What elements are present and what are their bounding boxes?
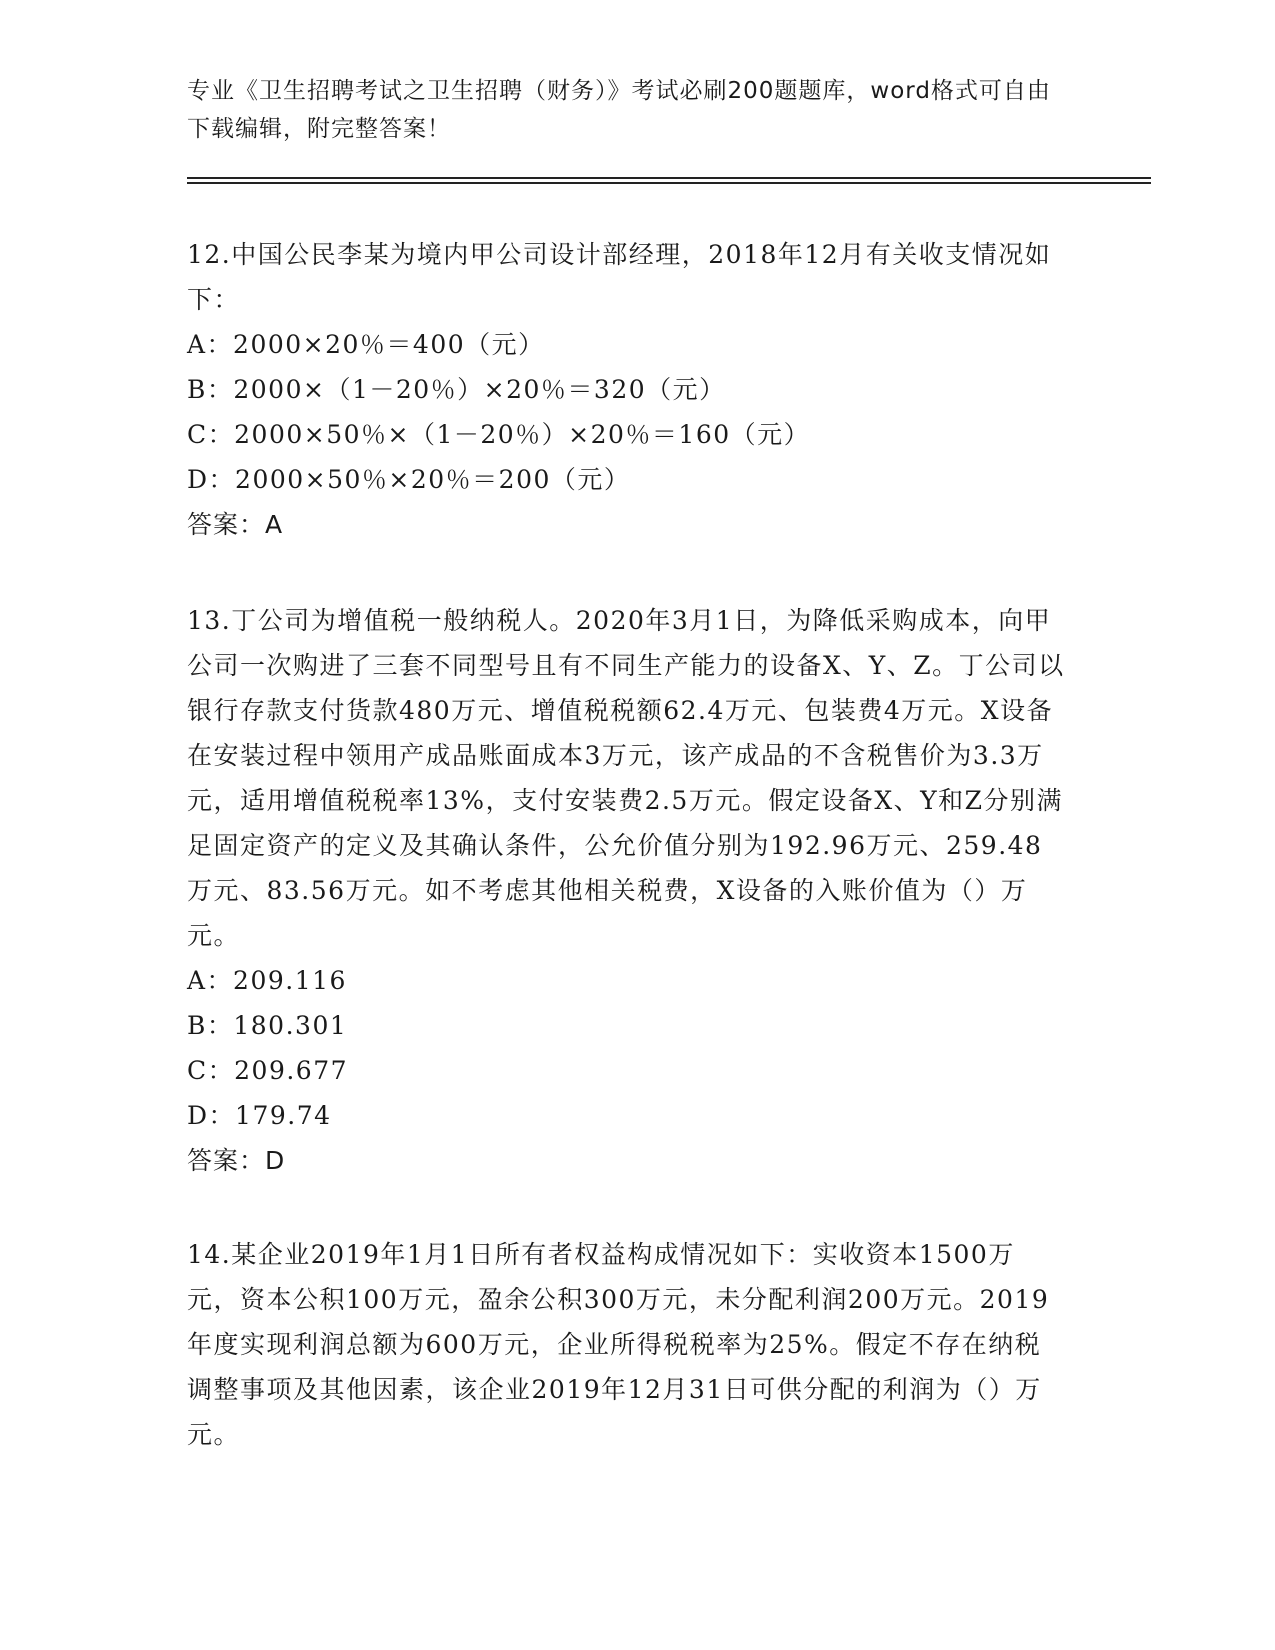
question-stem: 12.中国公民李某为境内甲公司设计部经理，2018年12月有关收支情况如下： — [187, 240, 1052, 314]
answer-label: 答案：A — [187, 510, 284, 539]
option-d: D：2000×50％×20％＝200（元） — [187, 465, 631, 494]
question-stem: 13.丁公司为增值税一般纳税人。2020年3月1日，为降低采购成本，向甲公司一次购进了三套不同型号且有不同生产能力的设备X、Y、Z。丁公司以银行存款支付货款480万元、增值税税额62.4万元、包装费4万元。X设备在安装过程中领用产成品账面成本3万元，该产成品的不含税售价为3.3万元，适用增值税税率13%，支付安装费2.5万元。假定设备X、Y和Z分别满足固定资产的定义及其确认条件，公允价值分别为192.96万元、259.48万元、83.56万元。如不考虑其他相关税费，X设备的入账价值为（）万元。 — [187, 606, 1065, 950]
option-b: B：180.301 — [187, 1011, 348, 1040]
question-13 — [187, 598, 1067, 1183]
option-a: A：209.116 — [187, 966, 347, 995]
document-header: 专业《卫生招聘考试之卫生招聘（财务）》考试必刷200题题库，word格式可自由下载编辑，附完整答案！ — [187, 78, 1051, 142]
option-b: B：2000×（1－20％）×20％＝320（元） — [187, 375, 726, 404]
header-divider-top — [187, 177, 1151, 179]
option-a: A：2000×20％＝400（元） — [187, 330, 545, 359]
option-c: C：2000×50％×（1－20％）×20％＝160（元） — [187, 420, 811, 449]
question-stem: 14.某企业2019年1月1日所有者权益构成情况如下：实收资本1500万元，资本公积100万元，盈余公积300万元，未分配利润200万元。2019年度实现利润总额为600万元，企业所得税税率为25%。假定不存在纳税调整事项及其他因素，该企业2019年12月31日可供分配的利润为（）万元。 — [187, 1240, 1050, 1449]
question-12 — [187, 232, 1067, 547]
option-d: D：179.74 — [187, 1101, 332, 1130]
answer-label: 答案：D — [187, 1146, 286, 1175]
question-14 — [187, 1232, 1067, 1457]
option-c: C：209.677 — [187, 1056, 349, 1085]
header-divider-bottom — [187, 182, 1151, 184]
